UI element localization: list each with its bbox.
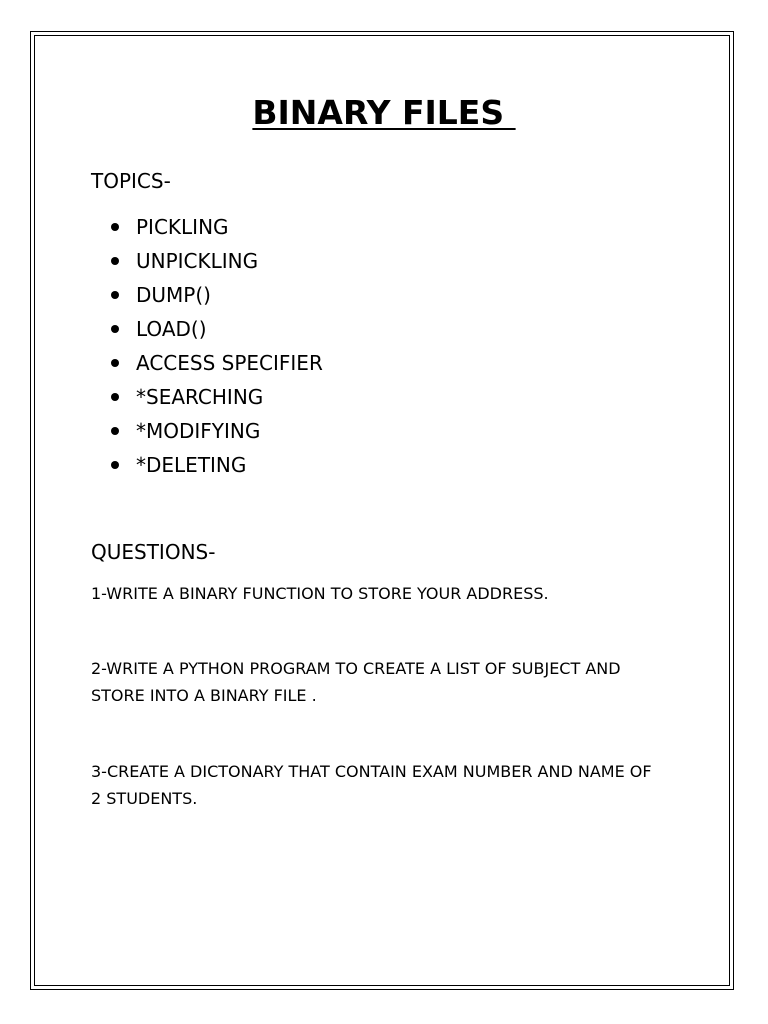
bullet-icon [111, 325, 119, 333]
question-1 [91, 580, 691, 607]
topic-label: ACCESS SPECIFIER [136, 351, 323, 375]
topic-label: LOAD() [136, 317, 207, 341]
question-3 [91, 758, 691, 812]
topic-label: *DELETING [136, 453, 247, 477]
questions-heading: QUESTIONS- [91, 540, 216, 564]
bullet-icon [111, 291, 119, 299]
question-line: STORE INTO A BINARY FILE . [91, 686, 317, 705]
list-item [108, 210, 323, 244]
bullet-icon [111, 359, 119, 367]
topics-heading: TOPICS- [91, 169, 171, 193]
question-2 [91, 655, 691, 709]
topic-list [108, 210, 323, 482]
list-item [108, 346, 323, 380]
bullet-icon [111, 393, 119, 401]
list-item [108, 312, 323, 346]
document-title-text: BINARY FILES [252, 93, 516, 132]
question-line: 3-CREATE A DICTONARY THAT CONTAIN EXAM NUMBER AND NAME OF [91, 762, 652, 781]
list-item [108, 278, 323, 312]
list-item [108, 380, 323, 414]
bullet-icon [111, 257, 119, 265]
topic-label: PICKLING [136, 215, 229, 239]
list-item [108, 448, 323, 482]
question-line: 2-WRITE A PYTHON PROGRAM TO CREATE A LIST OF SUBJECT AND [91, 659, 621, 678]
bullet-icon [111, 427, 119, 435]
list-item [108, 414, 323, 448]
document-title [0, 92, 768, 134]
topic-label: UNPICKLING [136, 249, 259, 273]
topic-label: *SEARCHING [136, 385, 264, 409]
bullet-icon [111, 461, 119, 469]
topic-label: *MODIFYING [136, 419, 261, 443]
list-item [108, 244, 323, 278]
bullet-icon [111, 223, 119, 231]
topic-label: DUMP() [136, 283, 211, 307]
question-line: 2 STUDENTS. [91, 789, 198, 808]
question-line: 1-WRITE A BINARY FUNCTION TO STORE YOUR ADDRESS. [91, 584, 549, 603]
